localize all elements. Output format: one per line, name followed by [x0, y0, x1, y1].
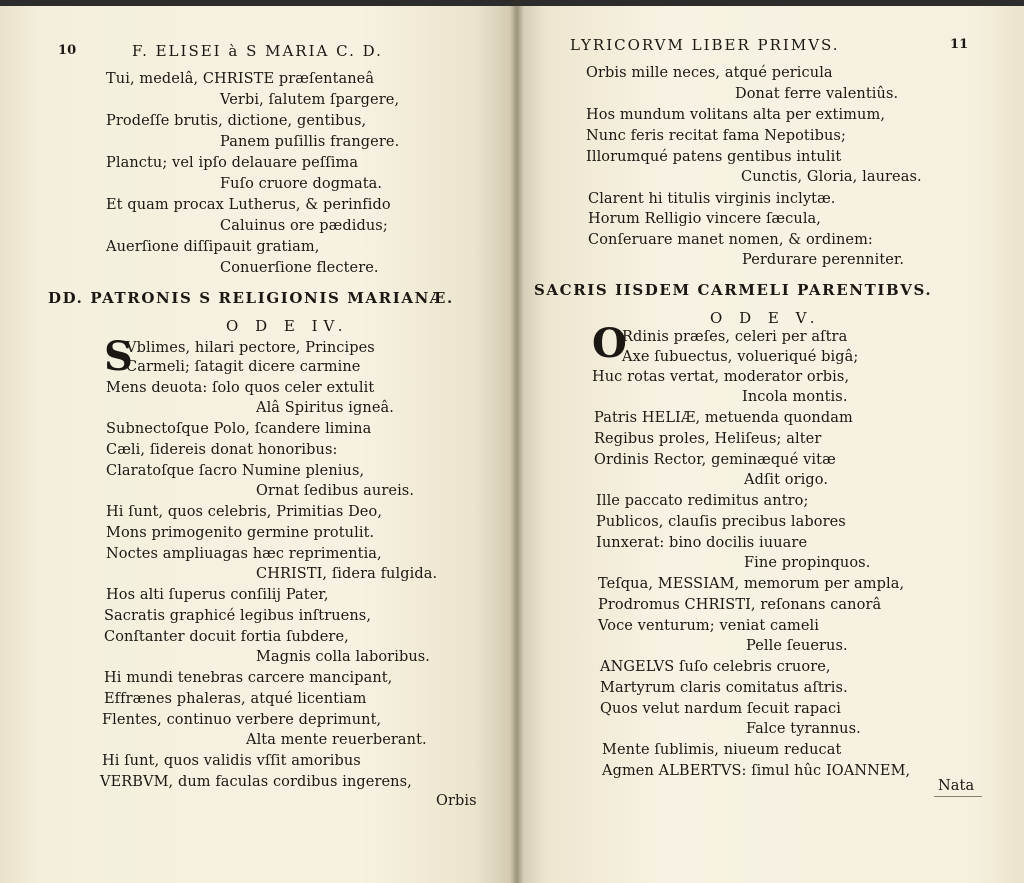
verse-line: Ordinis Rector, geminæqué vitæ [594, 452, 836, 468]
verse-line: ANGELVS ſuſo celebris cruore, [600, 659, 831, 675]
verse-line: Conſtanter docuit fortia ſubdere, [104, 629, 349, 645]
verse-line: Hos alti ſuperus conſilij Pater, [106, 587, 329, 603]
drop-cap: S [104, 333, 133, 380]
verse-line: Agmen ALBERTVS: ſimul hûc IOANNEM, [602, 763, 911, 779]
right-page [516, 0, 1024, 883]
verse-line: Alâ Spiritus igneâ. [256, 400, 394, 416]
verse-line: Rdinis præſes, celeri per aſtra [622, 329, 848, 345]
verse-line: Cæli, ſidereis donat honoribus: [106, 442, 338, 458]
verse-line: Mens deuota: ſolo quos celer extulit [106, 380, 375, 396]
verse-line: Pelle ſeuerus. [746, 638, 848, 654]
verse-line: Clarent hi titulis virginis inclytæ. [588, 191, 836, 207]
verse-line: Axe ſubuectus, volueriqué bigâ; [622, 349, 859, 365]
verse-line: Claratoſque ſacro Numine plenius, [106, 463, 365, 479]
verse-line: Hi ſunt, quos celebris, Primitias Deo, [106, 504, 383, 520]
verse-line: Regibus proles, Heliſeus; alter [594, 431, 822, 447]
verse-line: Alta mente reuerberant. [246, 732, 427, 748]
verse-line: Perdurare perenniter. [742, 252, 905, 268]
verse-line: Conuerſione flectere. [220, 260, 379, 276]
verse-line: Prodeſſe brutis, dictione, gentibus, [106, 113, 367, 129]
verse-line: Martyrum claris comitatus aſtris. [600, 680, 848, 696]
verse-line: VERBVM, dum faculas cordibus ingerens, [100, 774, 412, 790]
verse-line: Panem puſillis frangere. [220, 134, 400, 150]
page-number: 10 [58, 43, 77, 58]
verse-line: Donat ferre valentiûs. [735, 86, 899, 102]
verse-line: Sacratis graphicé legibus inſtruens, [104, 608, 372, 624]
verse-line: Ornat ſedibus aureis. [256, 483, 415, 499]
verse-line: Publicos, clauſis precibus labores [596, 514, 846, 530]
page-number: 11 [950, 37, 969, 52]
verse-line: Fuſo cruore dogmata. [220, 176, 383, 192]
ode-label: O D E V. [710, 309, 821, 327]
ode-label: O D E IV. [226, 317, 349, 335]
verse-line: Vblimes, hilari pectore, Principes [126, 340, 375, 356]
verse-line: Subnectoſque Polo, ſcandere limina [106, 421, 372, 437]
verse-line: Cunctis, Gloria, laureas. [741, 169, 922, 185]
catchword-underline [934, 796, 982, 797]
verse-line: Horum Relligio vincere ſæcula, [588, 211, 822, 227]
verse-line: Voce venturum; veniat cameli [598, 618, 819, 634]
verse-line: Auerſione diſſipauit gratiam, [106, 239, 320, 255]
verse-line: Hi mundi tenebras carcere mancipant, [104, 670, 393, 686]
verse-line: Verbi, ſalutem ſpargere, [220, 92, 400, 108]
verse-line: Carmeli; ſatagit dicere carmine [126, 359, 361, 375]
verse-line: Orbis mille neces, atqué pericula [586, 65, 833, 81]
catchword: Orbis [436, 793, 477, 809]
verse-line: Mons primogenito germine protulit. [106, 525, 375, 541]
verse-line: Hi ſunt, quos validis vſſit amoribus [102, 753, 361, 769]
verse-line: Teſqua, MESSIAM, memorum per ampla, [598, 576, 905, 592]
verse-line: Incola montis. [742, 389, 848, 405]
verse-line: Mente ſublimis, niueum reducat [602, 742, 842, 758]
verse-line: Planctu; vel ipſo delauare peſſima [106, 155, 359, 171]
verse-line: Prodromus CHRISTI, reſonans canorâ [598, 597, 882, 613]
catchword: Nata [938, 778, 975, 794]
verse-line: Patris HELIÆ, metuenda quondam [594, 410, 853, 426]
verse-line: Adſit origo. [744, 472, 829, 488]
verse-line: Iunxerat: bino docilis iuuare [596, 535, 808, 551]
verse-line: CHRISTI, ſidera fulgida. [256, 566, 438, 582]
drop-cap: O [592, 320, 627, 367]
verse-line: Noctes ampliuagas hæc reprimentia, [106, 546, 382, 562]
verse-line: Illorumqué patens gentibus intulit [586, 149, 842, 165]
verse-line: Huc rotas vertat, moderator orbis, [592, 369, 850, 385]
verse-line: Flentes, continuo verbere deprimunt, [102, 712, 382, 728]
section-heading: SACRIS IISDEM CARMELI PARENTIBVS. [534, 281, 933, 299]
running-head: LYRICORVM LIBER PRIMVS. [570, 36, 840, 54]
verse-line: Ille paccato redimitus antro; [596, 493, 809, 509]
verse-line: Tui, medelâ, CHRISTE præſentaneâ [106, 71, 375, 87]
verse-line: Quos velut nardum ſecuit rapaci [600, 701, 841, 717]
verse-line: Et quam procax Lutherus, & perinfido [106, 197, 391, 213]
verse-line: Fine propinquos. [744, 555, 871, 571]
section-heading: DD. PATRONIS S RELIGIONIS MARIANÆ. [48, 289, 454, 307]
verse-line: Effrænes phaleras, atqué licentiam [104, 691, 367, 707]
verse-line: Falce tyrannus. [746, 721, 861, 737]
verse-line: Magnis colla laboribus. [256, 649, 431, 665]
verse-line: Hos mundum volitans alta per extimum, [586, 107, 886, 123]
verse-line: Conſeruare manet nomen, & ordinem: [588, 232, 873, 248]
verse-line: Caluinus ore pædidus; [220, 218, 388, 234]
verse-line: Nunc feris recitat fama Nepotibus; [586, 128, 846, 144]
running-head: F. ELISEI à S MARIA C. D. [132, 42, 383, 60]
